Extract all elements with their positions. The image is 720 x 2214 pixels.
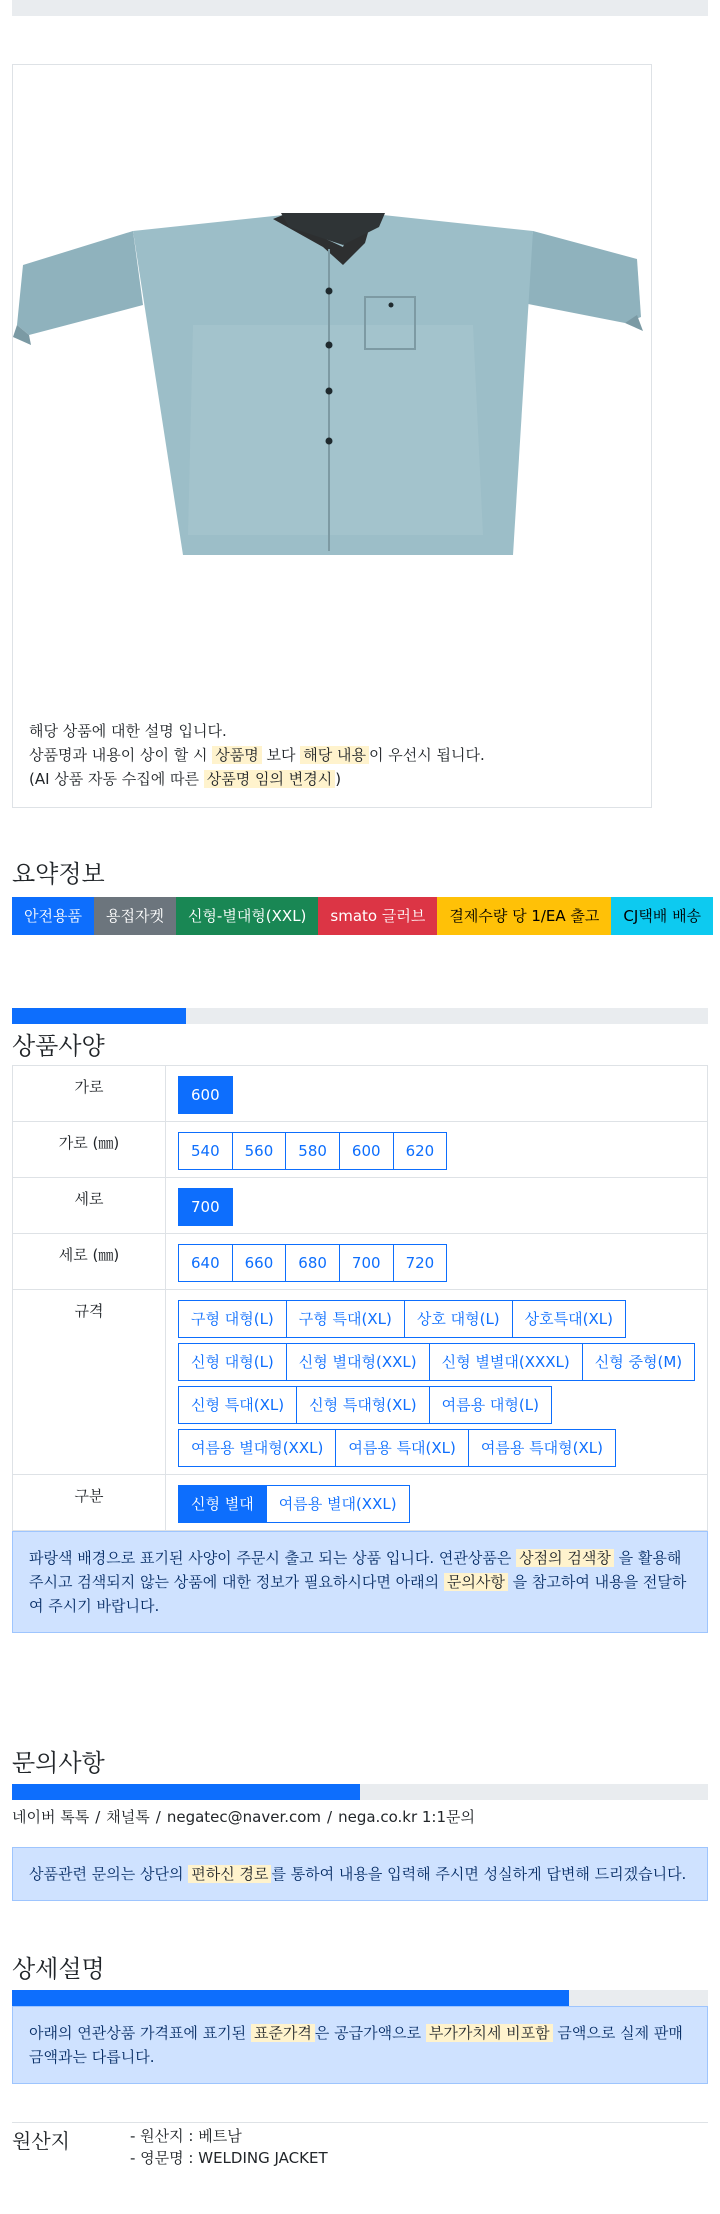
inquiry-link[interactable]: 네이버 톡톡	[12, 1808, 90, 1826]
option-group	[178, 1188, 707, 1226]
spec-row	[13, 1178, 708, 1234]
spec-row	[13, 1066, 708, 1122]
highlight-inquiry: 문의사항	[444, 1573, 508, 1591]
image-note-line2-c: 이 우선시 됩니다.	[368, 746, 485, 764]
option-group	[178, 1244, 707, 1282]
image-note-line2-b: 보다	[261, 746, 301, 764]
option-chip[interactable]: 600	[178, 1076, 233, 1114]
option-chip[interactable]: 여름용 특대(XL)	[335, 1429, 469, 1467]
spec-options	[166, 1178, 708, 1234]
spec-options	[166, 1122, 708, 1178]
link-separator: /	[95, 1808, 101, 1826]
summary-title: 요약정보	[12, 860, 105, 888]
summary-badges	[12, 897, 720, 935]
inquiry-progress-bar	[12, 1784, 708, 1800]
specs-progress-bar	[12, 1008, 708, 1024]
option-chip[interactable]: 신형 중형(M)	[582, 1343, 695, 1381]
summary-badge: 안전용품	[12, 897, 94, 935]
specs-notice-b: 을 활용해 주시고 검색되지 않는 상품에 대한 정보가 필요하시다면 아래의	[29, 1549, 682, 1591]
inquiry-title: 문의사항	[12, 1749, 105, 1777]
spec-row	[13, 1122, 708, 1178]
option-chip[interactable]: 700	[339, 1244, 394, 1282]
option-chip[interactable]: 신형 특대형(XL)	[296, 1386, 430, 1424]
spec-row	[13, 1290, 708, 1475]
origin-section	[12, 2122, 708, 2169]
option-chip[interactable]: 신형 대형(L)	[178, 1343, 287, 1381]
specs-notice	[12, 1531, 708, 1633]
detail-notice-a: 아래의 연관상품 가격표에 표기된	[29, 2024, 251, 2042]
image-note-line1: 해당 상품에 대한 설명 입니다.	[29, 722, 227, 740]
specs-notice-c: 을 참고하여 내용을 전달하여 주시기 바랍니다.	[29, 1573, 687, 1615]
origin-label: 원산지	[12, 2129, 70, 2153]
detail-notice-c: 금액으로 실제 판매금액과는 다릅니다.	[29, 2024, 683, 2066]
option-chip[interactable]: 여름용 별대형(XXL)	[178, 1429, 336, 1467]
option-group	[178, 1300, 707, 1467]
option-chip[interactable]: 680	[285, 1244, 340, 1282]
specs-notice-a: 파랑색 배경으로 표기된 사양이 주문시 출고 되는 상품 입니다. 연관상품은	[29, 1549, 517, 1567]
product-image-box	[12, 64, 652, 808]
highlight-content: 해당 내용	[300, 746, 369, 764]
option-chip[interactable]: 구형 대형(L)	[178, 1300, 287, 1338]
option-chip[interactable]: 신형 별별대(XXXL)	[429, 1343, 583, 1381]
image-note-line3-a: (AI 상품 자동 수집에 따른	[29, 770, 204, 788]
option-chip[interactable]: 580	[285, 1132, 340, 1170]
highlight-name-change: 상품명 임의 변경시	[204, 770, 335, 788]
specs-progress-fill	[12, 1008, 186, 1024]
option-group	[178, 1132, 707, 1170]
option-chip[interactable]: 660	[232, 1244, 287, 1282]
inquiry-link[interactable]: negatec@naver.com	[166, 1808, 322, 1826]
detail-progress-bar	[12, 1990, 708, 2006]
summary-badge: 결제수량 당 1/EA 출고	[437, 897, 611, 935]
highlight-vat-excluded: 부가가치세 비포함	[426, 2024, 553, 2042]
spec-key: 세로 (㎜)	[13, 1234, 166, 1290]
origin-country: - 원산지 : 베트남	[130, 2127, 242, 2145]
spec-row	[13, 1234, 708, 1290]
spec-key: 규격	[13, 1290, 166, 1475]
option-chip[interactable]: 구형 특대(XL)	[286, 1300, 405, 1338]
spec-row	[13, 1475, 708, 1531]
option-chip[interactable]: 720	[393, 1244, 448, 1282]
image-note-line3	[29, 767, 485, 791]
option-chip[interactable]: 640	[178, 1244, 233, 1282]
detail-progress-fill	[12, 1990, 569, 2006]
spec-key: 가로 (㎜)	[13, 1122, 166, 1178]
highlight-standard-price: 표준가격	[251, 2024, 315, 2042]
option-chip[interactable]: 여름용 별대(XXL)	[266, 1485, 410, 1523]
image-note-line2	[29, 743, 485, 767]
inquiry-link[interactable]: nega.co.kr 1:1문의	[338, 1808, 475, 1826]
welding-jacket-image	[13, 205, 653, 585]
option-chip[interactable]: 620	[393, 1132, 448, 1170]
spec-key: 구분	[13, 1475, 166, 1531]
option-chip[interactable]: 상호 대형(L)	[404, 1300, 513, 1338]
top-progress-bar	[12, 0, 708, 16]
option-chip[interactable]: 700	[178, 1188, 233, 1226]
option-chip[interactable]: 신형 별대형(XXL)	[286, 1343, 430, 1381]
highlight-convenient-route: 편하신 경로	[188, 1865, 271, 1883]
inquiry-link[interactable]: 채널톡	[106, 1808, 150, 1826]
inquiry-notice-b: 를 통하여 내용을 입력해 주시면 성실하게 답변해 드리겠습니다.	[271, 1865, 687, 1883]
option-chip[interactable]: 540	[178, 1132, 233, 1170]
spec-key: 가로	[13, 1066, 166, 1122]
detail-notice	[12, 2006, 708, 2084]
spec-options	[166, 1475, 708, 1531]
spec-options	[166, 1066, 708, 1122]
origin-values	[130, 2125, 328, 2169]
detail-notice-b: 은 공급가액으로	[314, 2024, 426, 2042]
image-note-line2-a: 상품명과 내용이 상이 할 시	[29, 746, 213, 764]
option-group	[178, 1076, 707, 1114]
summary-badge: 용접자켓	[94, 897, 176, 935]
inquiry-notice-a: 상품관련 문의는 상단의	[29, 1865, 189, 1883]
link-separator: /	[155, 1808, 161, 1826]
spec-options	[166, 1234, 708, 1290]
image-note-line3-b: )	[335, 770, 342, 788]
inquiry-links	[12, 1806, 708, 1827]
summary-badge: 신형-별대형(XXL)	[176, 897, 318, 935]
origin-english-name: - 영문명 : WELDING JACKET	[130, 2149, 328, 2167]
image-description	[29, 719, 485, 791]
highlight-search-box: 상점의 검색창	[516, 1549, 614, 1567]
highlight-product-name: 상품명	[212, 746, 261, 764]
summary-badge: CJ택배 배송	[611, 897, 713, 935]
option-chip[interactable]: 600	[339, 1132, 394, 1170]
option-chip[interactable]: 560	[232, 1132, 287, 1170]
spec-table	[12, 1065, 708, 1531]
inquiry-progress-fill	[12, 1784, 360, 1800]
spec-options	[166, 1290, 708, 1475]
link-separator: /	[327, 1808, 333, 1826]
specs-title: 상품사양	[12, 1032, 105, 1060]
option-group	[178, 1485, 707, 1523]
option-chip[interactable]: 신형 별대	[178, 1485, 267, 1523]
detail-title: 상세설명	[12, 1955, 105, 1983]
option-chip[interactable]: 신형 특대(XL)	[178, 1386, 297, 1424]
option-chip[interactable]: 상호특대(XL)	[512, 1300, 626, 1338]
option-chip[interactable]: 여름용 대형(L)	[429, 1386, 552, 1424]
inquiry-notice	[12, 1847, 708, 1901]
option-chip[interactable]: 여름용 특대형(XL)	[468, 1429, 616, 1467]
spec-key: 세로	[13, 1178, 166, 1234]
summary-badge: smato 글러브	[318, 897, 437, 935]
